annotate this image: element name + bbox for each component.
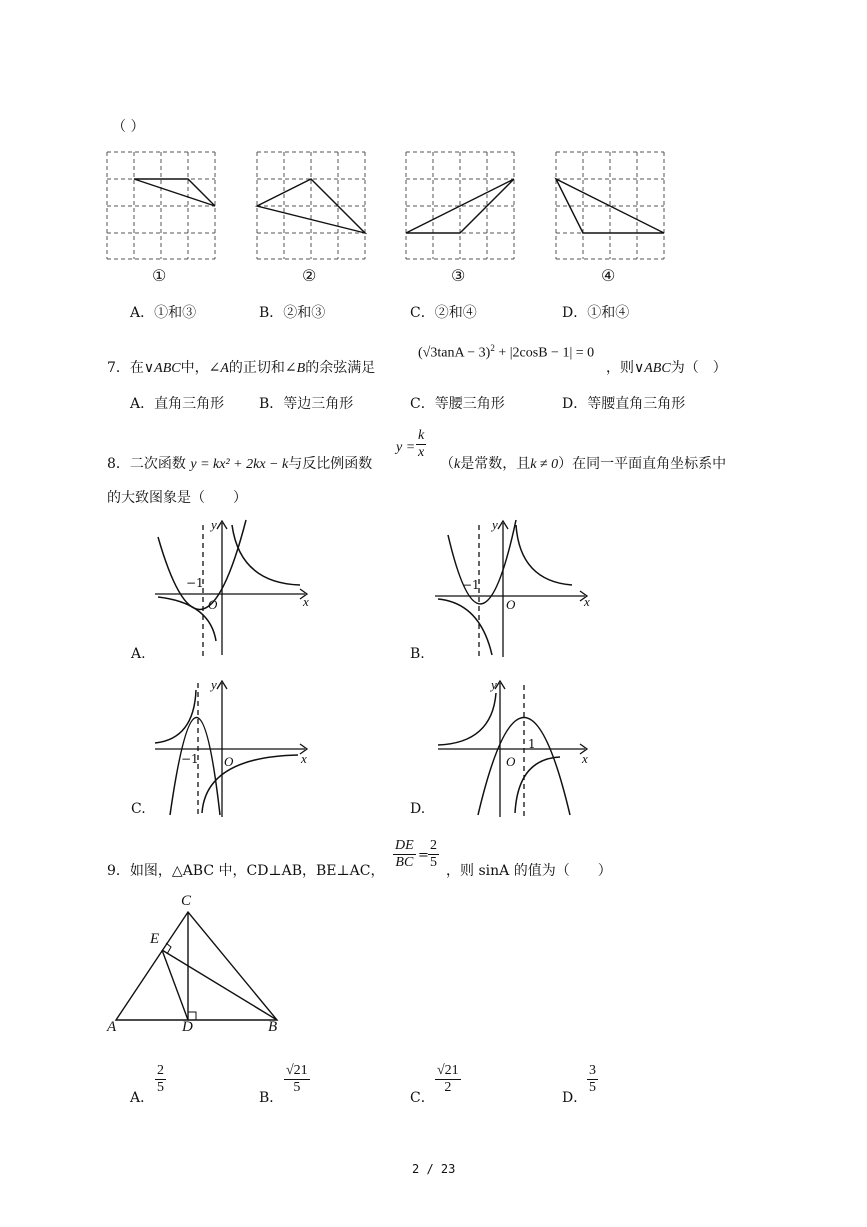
q9-option-d-label[interactable]: D． [562,1090,588,1106]
q9-point-a: A [107,1019,117,1035]
q7-option-a[interactable]: A．直角三角形 [130,396,225,412]
q8-stem-line2: 的大致图象是（ ） [107,490,247,506]
q9-option-a-label[interactable]: A． [130,1090,155,1106]
q9-stem: 9．如图，△ABC 中，CD⊥AB，BE⊥AC， [107,863,385,879]
q8-graph-a-x-label: x [303,594,309,609]
q8-graph-b-x-label: x [584,594,590,609]
q7-option-b[interactable]: B．等边三角形 [259,396,354,412]
q9-ratio-equals: = [418,848,429,863]
q9-triangle-figure [100,890,290,1040]
q8-graph-d-one: 1 [528,737,536,751]
q8-graph-a-origin: O [208,597,218,612]
q6-answer-paren: （ ） [112,119,145,135]
q8-graph-c [140,675,320,825]
q8-option-b[interactable]: B. [410,646,425,662]
q7-stem: 7．在∨ABC中，∠A的正切和∠B的余弦满足 [107,360,376,376]
q8-stem-cont: （k是常数，且k ≠ 0）在同一平面直角坐标系中 [440,456,727,472]
q9-point-b: B [268,1019,278,1035]
q8-graph-c-x-label: x [301,751,307,766]
q8-option-a[interactable]: A. [131,646,146,662]
q8-graph-b-neg1: −1 [462,578,480,592]
q7-equation: $(√3\tan A - 3)^2 + |2\cos B - 1| = 0$ [418,343,595,361]
q6-figure-2 [257,152,367,260]
q6-option-d[interactable]: D．①和④ [562,305,630,321]
q8-graph-d-y-label: y [491,677,497,692]
q8-graph-b-y-label: y [492,517,498,532]
q8-graph-a-neg1: −1 [186,576,204,590]
q9-option-c-value[interactable]: $\frac{√21}{2}$ [437,1063,459,1095]
q9-option-c-label[interactable]: C． [410,1090,435,1106]
q8-graph-a-y-label: y [211,517,217,532]
q6-figure-label-4: ④ [601,266,616,285]
q8-graph-c-origin: O [224,754,234,769]
q9-point-c: C [181,893,192,909]
page-number: 2 / 23 [412,1162,456,1176]
q6-option-b[interactable]: B．②和③ [259,305,326,321]
q6-figure-4 [556,152,666,260]
q9-stem-end: ，则 sinA 的值为（ ） [446,863,612,879]
q8-graph-d-x-label: x [582,751,588,766]
q7-option-c[interactable]: C．等腰三角形 [410,396,505,412]
q8-stem: 8．二次函数 y = kx² + 2kx − k与反比例函数 [107,456,373,472]
q8-inverse-function-lhs: y = [396,440,416,455]
q6-figure-label-3: ③ [451,266,466,285]
q6-figure-1 [107,152,217,260]
q6-figure-3 [406,152,516,260]
q9-option-b-value[interactable]: $\frac{√21}{5}$ [286,1063,308,1095]
q9-point-d: D [182,1019,193,1035]
q9-option-b-label[interactable]: B． [259,1090,284,1106]
q8-graph-d-origin: O [506,754,516,769]
q8-graph-b [420,515,600,665]
q9-option-d-value[interactable]: $\frac{3}{5}$ [589,1063,596,1095]
q6-option-a[interactable]: A．①和③ [130,305,197,321]
q8-graph-b-origin: O [506,597,516,612]
q6-figure-label-1: ① [152,266,167,285]
q9-ratio-value: $\frac{2}{5}$ [430,838,437,870]
q9-option-a-value[interactable]: $\frac{2}{5}$ [157,1063,164,1095]
q8-graph-c-neg1: −1 [181,752,199,766]
q8-graph-c-y-label: y [211,677,217,692]
q7-option-d[interactable]: D．等腰直角三角形 [562,396,686,412]
q6-option-c[interactable]: C．②和④ [410,305,477,321]
q9-ratio-fraction: $\frac{DE}{BC}$ [395,838,414,870]
q6-figure-label-2: ② [302,266,317,285]
q8-inverse-function-fraction: $\frac{k}{x}$ [418,428,425,460]
q8-option-d[interactable]: D. [410,801,426,817]
q7-stem-end: ，则∨ABC为（ ） [606,360,727,376]
q8-graph-a [140,515,320,665]
q8-option-c[interactable]: C. [131,801,146,817]
q9-point-e: E [150,931,160,947]
q8-graph-d [420,675,600,825]
